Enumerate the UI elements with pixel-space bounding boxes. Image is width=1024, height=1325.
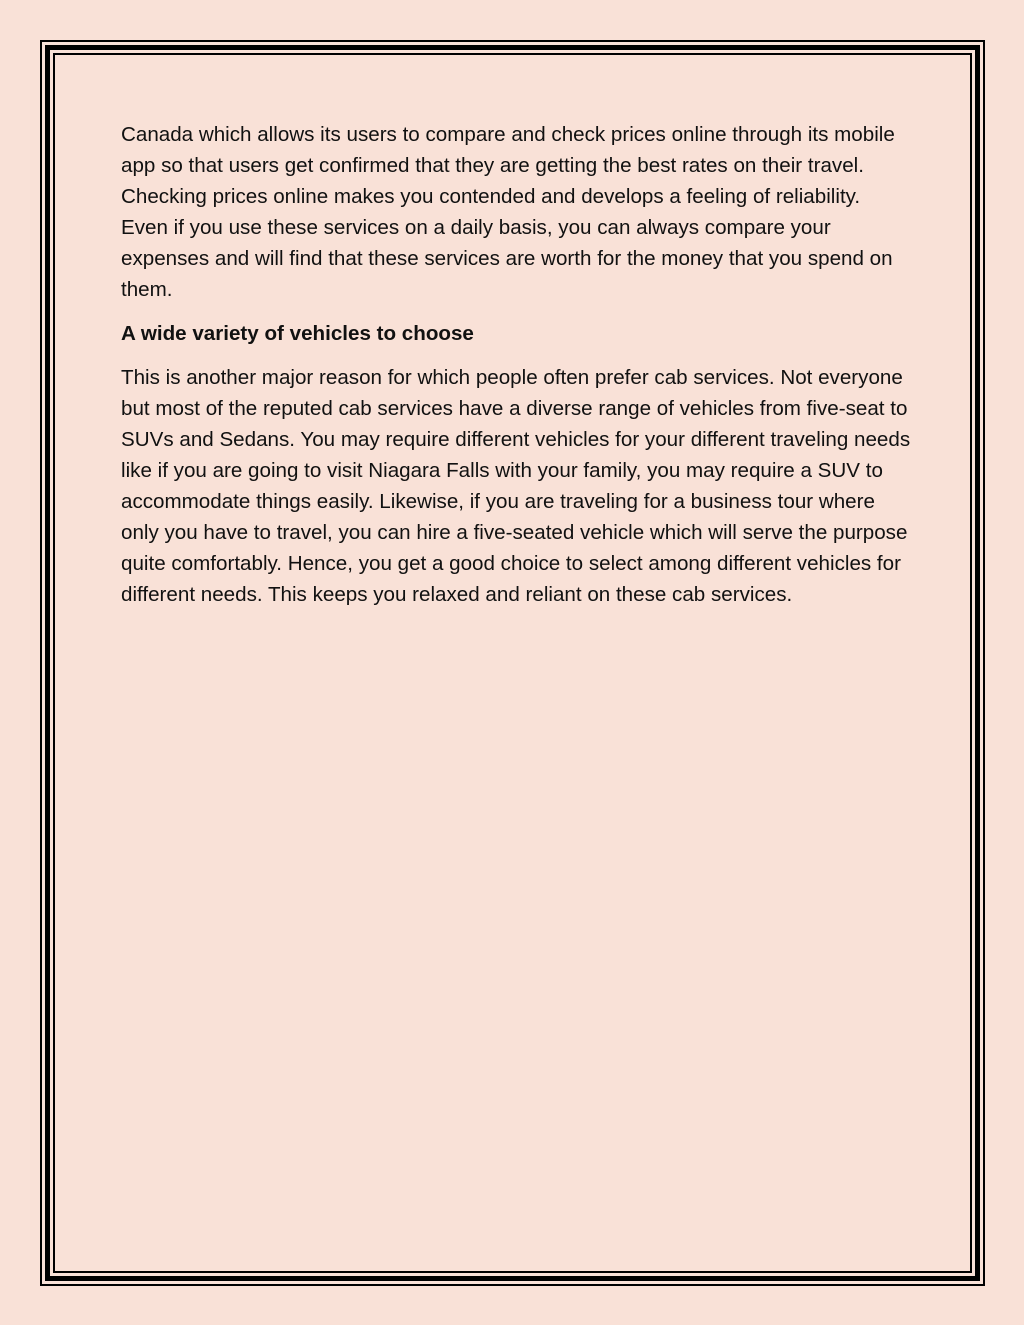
section-heading: A wide variety of vehicles to choose [121, 322, 474, 345]
section-paragraph: This is another major reason for which people often prefer cab services. Not everyone but most of the reputed cab services have a diverse range of vehicles from five-seat to SUVs and Sedans. You may require different vehicles for your different traveling needs like if you are going to visit Niagara Falls with your family, you may require a SUV to accommodate things easily. Likewise, if you are traveling for a business tour where only you have to travel, you can hire a five-seated vehicle which will serve the purpose quite comfortably. Hence, you get a good choice to select among different vehicles for different needs. This keeps you relaxed and reliant on these cab services. [121, 366, 911, 606]
document-body [121, 119, 911, 610]
intro-paragraph: Canada which allows its users to compare and check prices online through its mobile app so that users get confirmed that they are getting the best rates on their travel. Checking prices online makes you contended and develops a feeling of reliability. Even if you use these services on a daily basis, you can always compare your expenses and will find that these services are worth for the money that you spend on them. [121, 123, 895, 301]
